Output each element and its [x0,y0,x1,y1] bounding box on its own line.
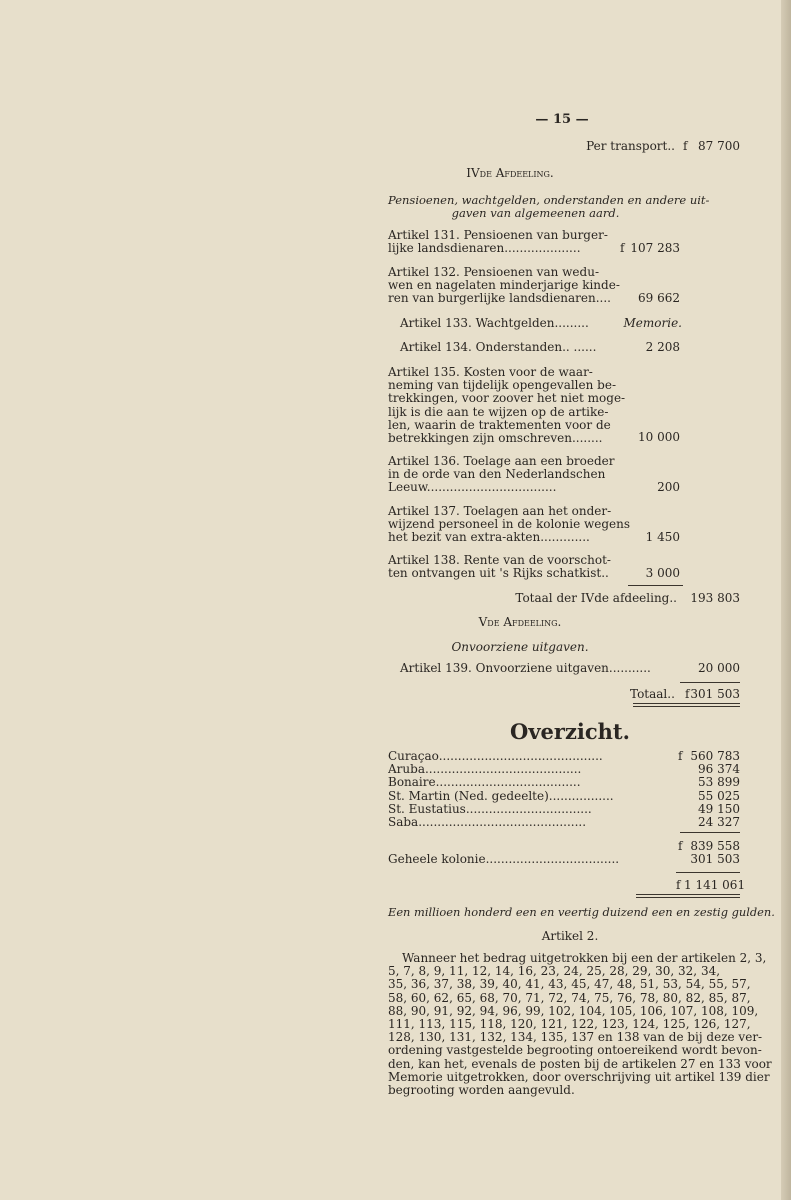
article2-line-5: 88, 90, 91, 92, 94, 96, 99, 102, 104, 105, 106, 107, 108, 109, [388,1003,759,1018]
section4-total-amount: 193 803 [690,591,740,605]
art132-text [388,265,620,306]
section5-heading: Vde Afdeeling. [478,615,562,629]
total-in-words: Een millioen honderd een en veertig duizend een en zestig gulden. [388,905,775,919]
art131-line-1: Artikel 131. Pensioenen van burger- [388,228,608,242]
art135-line-1: Artikel 135. Kosten voor de waar- [388,365,593,379]
grand-total-double-rule-1 [636,894,740,895]
article2-line-4: 58, 60, 62, 65, 68, 70, 71, 72, 74, 75, 76, 78, 80, 82, 85, 87, [388,990,751,1005]
art136-line-1: Artikel 136. Toelage aan een broeder [388,454,615,468]
overview-row-name: Saba............................................ [388,815,587,829]
article2-line-3: 35, 36, 37, 38, 39, 40, 41, 43, 45, 47, 48, 51, 53, 54, 55, 57, [388,977,751,992]
geheele-label: Geheele kolonie................................... [388,853,620,866]
section5-total-currency: f [685,687,690,701]
article2-line-10: Memorie uitgetrokken, door overschrijving uit artikel 139 dier [388,1069,770,1084]
art136-line-3: Leeuw.................................. [388,480,557,495]
art137-line-1: Artikel 137. Toelagen aan het onder- [388,504,612,518]
art136-amount: 200 [657,480,680,494]
art135-line-4: lijk is die aan te wijzen op de artike- [388,404,609,419]
art131-text [388,229,613,255]
art133-amount: Memorie. [623,316,682,330]
art134-line: Artikel 134. Onderstanden.. ...... [400,340,597,354]
overview-row [388,803,740,816]
art139-amount: 20 000 [698,661,740,675]
art136-text [388,455,613,495]
overview-row-name: Bonaire...................................... [388,776,581,790]
overview-row-amount: 55 025 [698,788,740,803]
geheele-amount: 301 503 [690,852,740,866]
overview-subtotal-amount: 839 558 [690,839,740,853]
section4-total-label: Totaal der IVde afdeeling.. [515,591,677,605]
art135-line-2: neming van tijdelijk opengevallen be- [388,378,617,393]
section4-sum-rule [628,585,683,586]
art139-line: Artikel 139. Onvoorziene uitgaven........... [400,661,651,675]
art132-line-3: ren van burgerlijke landsdienaren.... [388,291,611,306]
section4-heading: IVde Afdeeling. [466,166,554,180]
art135-text [388,365,626,446]
section5-total-amount: 301 503 [690,687,740,701]
section4-subheading-2: gaven van algemeenen aard. [451,206,620,220]
overview-row [388,750,740,763]
overview-row-amount: 24 327 [698,814,740,829]
art131-amount: 107 283 [630,241,680,255]
art138-line-2: ten ontvangen uit 's Rijks schatkist.. [388,566,609,581]
art136-line-2: in de orde van den Nederlandschen [388,467,606,482]
transport-currency: f [683,139,688,153]
page-number: — 15 — [535,112,589,127]
overview-row-amount: 96 374 [698,762,740,777]
overview-row-amount: 53 899 [698,775,740,790]
grand-total-currency: f [676,878,681,892]
art138-text [388,554,613,580]
art134-amount: 2 208 [645,340,680,354]
grand-total-rule [676,872,740,873]
art131-line-2: lijke landsdienaren.................... [388,241,581,256]
art137-amount: 1 450 [645,530,680,544]
overview-row [388,776,740,789]
article2-line-1: Wanneer het bedrag uitgetrokken bij een der artikelen 2, 3, [402,951,767,965]
art135-line-5: len, waarin de traktementen voor de [388,417,611,432]
art132-line-1: Artikel 132. Pensioenen van wedu- [388,265,599,279]
art138-amount: 3 000 [645,566,680,580]
article2-body [388,951,772,1098]
overview-title: Overzicht. [510,719,630,744]
page-edge [781,0,791,1200]
art133-line: Artikel 133. Wachtgelden......... [400,316,589,330]
art132-line-2: wen en nagelaten minderjarige kinde- [388,278,620,293]
overview-sum-rule [680,832,740,833]
overview-row-name: St. Martin (Ned. gedeelte)................. [388,789,614,803]
article2-line-9: den, kan het, evenals de posten bij de artikelen 27 en 133 voor [388,1056,772,1071]
grand-total-double-rule-2 [636,897,740,898]
article2-line-6: 111, 113, 115, 118, 120, 121, 122, 123, 124, 125, 126, 127, [388,1017,751,1032]
section5-sum-rule [680,682,740,683]
section5-total-double-rule-2 [633,706,740,707]
overview-row-currency: f [678,749,683,763]
transport-amount: 87 700 [698,139,740,153]
overview-row [388,763,740,776]
transport-label: Per transport.. [586,139,675,153]
section5-total-label: Totaal.. [630,687,675,701]
article2-heading: Artikel 2. [541,929,599,943]
article2-line-8: ordening vastgestelde begrooting ontoereikend wordt bevon- [388,1043,762,1058]
grand-total-amount: 1 141 061 [684,878,746,892]
overview-row [388,816,740,829]
overview-subtotal-currency: f [678,839,683,853]
overview-row-name: St. Eustatius................................. [388,802,592,816]
section4-subheading-1: Pensioenen, wachtgelden, onderstanden en andere uit- [388,193,710,207]
art135-amount: 10 000 [638,430,680,444]
article2-line-7: 128, 130, 131, 132, 134, 135, 137 en 138 van de bij deze ver- [388,1030,763,1045]
section5-total-double-rule-1 [633,703,740,704]
overview-row-amount: 560 783 [690,749,740,763]
article2-line-11: begrooting worden aangevuld. [388,1083,575,1098]
overview-table [388,750,740,829]
art131-currency: f [620,241,625,255]
overview-row-name: Curaçao........................................... [388,750,603,763]
overview-row [388,790,740,803]
overview-row-name: Aruba......................................... [388,763,582,777]
section5-subheading: Onvoorziene uitgaven. [451,640,589,654]
art132-amount: 69 662 [638,291,680,305]
overview-row-amount: 49 150 [698,801,740,816]
art138-line-1: Artikel 138. Rente van de voorschot- [388,553,611,567]
art135-line-6: betrekkingen zijn omschreven........ [388,431,603,446]
art135-line-3: trekkingen, voor zoover het niet moge- [388,391,626,406]
art137-line-3: het bezit van extra-akten............. [388,530,590,545]
article2-line-2: 5, 7, 8, 9, 11, 12, 14, 16, 23, 24, 25, 28, 29, 30, 32, 34, [388,964,721,979]
art137-text [388,504,631,545]
art137-line-2: wijzend personeel in de kolonie wegens [388,517,631,532]
